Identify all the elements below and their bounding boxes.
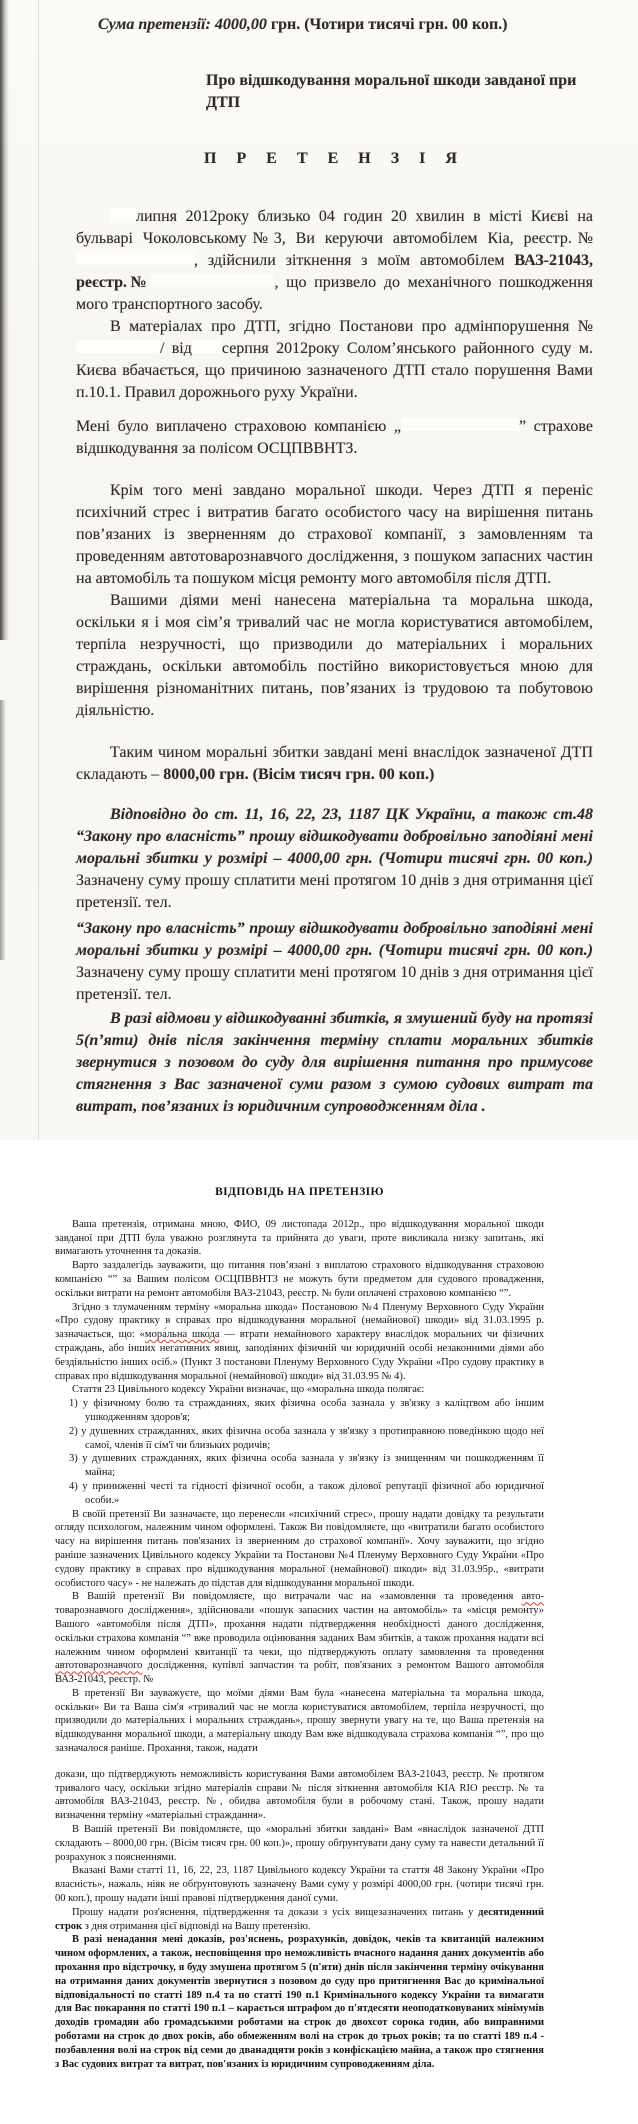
- text-run: 1) у фізичному болю та стражданнях, яких фізична особа зазнала у зв'язку з каліцтвом або іншим ушкодженням здоров'я;: [69, 1398, 544, 1423]
- text-run: В Вашій претензії Ви повідомляєте, що «моральні збитки завдані» Вам «внаслідок зазначеної ДТП складають – 8000,00 грн. (Вісім тисяч грн. 00 коп.)», прошу обґрунтувати дану суму та навести детальний її розрахунок з поясненнями.: [55, 1824, 544, 1863]
- text-run: , здійснили зіткнення з моїм автомобілем: [194, 252, 515, 269]
- response-paragraph-material-moral: [55, 1687, 544, 1756]
- response-body: [55, 1218, 544, 2072]
- text-run: Зазначену суму прошу сплатити мені протягом 10 днів з дня отримання цієї претензії. тел.: [76, 872, 593, 911]
- text-run: В разі відмови у відшкодуванні збитків, я змушений буду на протязі 5(п’яти) днів після закінчення терміну сплати моральних збитків звернутися з позовом до суду для вирішення питання про примусове стягнення з Вас зазначеної суми разом з сумою судових витрат та витрат, пов’язаних із юридичним супроводженням діла .: [76, 1010, 593, 1115]
- response-paragraph-stress-proof: [55, 1508, 544, 1591]
- text-run: В своїй претензії Ви зазначаєте, що перенесли «психічний стрес», прошу надати довідку та результати огляду психологом, належним чином оформлені. Також Ви повідомляєте, що «витратили багато особистого часу на вирішення питань пов'язаних із зверненням до страхової компанії». Хочу зауважити, що згідно раніше зазначених Цивільного кодексу України та Постанови №4 Пленуму Верховного Суду України «Про судову практику в справах про відшкодування моральної (немайнової) шкоди» від 31.03.95р., «витрати особистого часу» - не належать до підстав для відшкодування моральної шкоди.: [55, 1508, 544, 1589]
- text-run: 2) у душевних стражданнях, яких фізична особа зазнала у зв'язку з протиправною поведінкою щодо неї самої, членів її сім'ї чи близьких родичів;: [69, 1425, 544, 1451]
- text-run: докази, що підтверджують неможливість користування Вами автомобілем ВАЗ-21043, реєстр. № протягом тривалого часу, оскільки згідно матеріалів справи № після зіткнення автомобіля KIA RIO реєстр. № та автомобіля ВАЗ-21043, реєстр. №, обидва автомобіля були в робочому стані. Також, прошу надати визначення терміну «матеріальні страждання».: [55, 1768, 544, 1822]
- response-paragraph-ten-day-term: [55, 1906, 544, 1934]
- text-run: ” страхове відшкодування за полісом ОСЦПВВНТЗ.: [76, 418, 593, 457]
- claim-paragraph-accident: [76, 206, 593, 316]
- redacted-blank: [76, 252, 194, 265]
- redacted-blank: [150, 274, 274, 287]
- text-run: липня 2012року близько 04 годин 20 хвилин в місті Києві на бульварі Чоколовському№3, Ви керуючи автомобілем Кіа, реєстр.№: [76, 208, 593, 247]
- response-paragraph-received: [55, 1218, 544, 1259]
- text-run: Мені було виплачено страховою компанією „: [76, 418, 402, 435]
- response-paragraph-moral-damage-definition: [55, 1301, 544, 1384]
- redacted-blank: [192, 340, 222, 353]
- text-run: 4000,00: [214, 16, 267, 33]
- scan-left-edge-lower: [0, 700, 6, 960]
- text-run: , що призвело до механічного пошкодження мого транспортного засобу.: [76, 274, 594, 313]
- response-paragraph-research-receipts: [55, 1590, 544, 1687]
- claim-paragraph-moral-damage: [76, 480, 593, 590]
- text-run: В матеріалах про ДТП, згідно Постанови про адмінпорушення №: [110, 318, 593, 335]
- text-run: товарознавчого дослідження», здійснювали «пошук запасних частин на автомобіль» та «місця ремонту» Вашого «автомобіля після ДТП», прохання надати підтвердження необхідності даного дослідження, оскільки страхова компанія “” вже проводила оцінювання заданих Вам збитків, а також прохання надати всі належним чином оформлені квитанції та чеки, що підтверджують оплату замовлення та проведення: [55, 1605, 544, 1658]
- response-section: [0, 1140, 638, 2124]
- text-run: / від: [160, 340, 192, 357]
- text-run: десятиденний строк: [55, 1906, 544, 1932]
- text-run: 8000,00 грн. (Вісім тисяч грн. 00 коп.): [163, 766, 435, 783]
- text-run: грн. (Чотири тисячі грн. 00 коп.): [266, 16, 508, 33]
- text-run: Варто заздалегідь зауважити, що питання пов’язані з виплатою страхового відшкодування страховою компанією “” за Вашим полісом ОСЦПВВНТЗ не можуть бути предметом для судового провадження, оскільки витрати на ремонт автомобіля ВАЗ-21043, реєстр. № були оплачені страховою компанією “”.: [55, 1260, 544, 1299]
- response-paragraph-justify-8000: [55, 1823, 544, 1864]
- text-run: Прошу надати роз'яснення, підтвердження та докази з усіх вищезазначених питань у: [72, 1906, 479, 1918]
- redacted-blank: [110, 208, 136, 221]
- text-run: мора́льна шко́да: [144, 1329, 220, 1341]
- response-paragraph-criminal-warning: [55, 1933, 544, 2071]
- text-run: автотоварознавчого: [55, 1660, 143, 1672]
- scan-fold-line: [38, 0, 39, 1140]
- claim-paragraph-family-harm: [76, 590, 593, 722]
- text-run: В Вашій претензії Ви повідомляєте, що витрачали час на «замовлення та проведення: [72, 1591, 522, 1603]
- text-run: з дня отримання цієї відповіді на Вашу претензію.: [82, 1920, 311, 1932]
- claim-paragraph-insurance: [76, 416, 593, 460]
- text-run: серпня 2012року Солом’янського районного суду м. Києва вбачається, що причиною зазначеного ДТП стало порушення Вами п.10.1. Правил дорожнього руху України.: [76, 340, 593, 401]
- claim-paragraph-property-law: [76, 918, 593, 1006]
- text-run: Сума претензії:: [98, 16, 211, 33]
- claim-head: [76, 14, 593, 114]
- text-run: дослідження, купівлі запчастин та робіт, пов'язаних з ремонтом Вашого автомобіля ВАЗ-21043, реєстр. №: [55, 1660, 544, 1686]
- response-list-item-2: [55, 1425, 544, 1453]
- text-run: Вашими діями мені нанесена матеріальна та моральна шкода, оскільки я і моя сім’я тривалий час не могла користуватися автомобілем, терпіла незручності, що призводили до матеріальних і моральних страждань, оскільки автомобіль постійно використовується мною для вирішення різноманітних питань, пов’язаних із трудовою та побутовою діяльністю.: [76, 592, 593, 719]
- text-run: “Закону про власність” прошу відшкодувати добровільно заподіяні мені моральні збитки у розмірі – 4000,00 грн. (Чотири тисячі грн. 00 коп.): [76, 920, 593, 959]
- text-run: ВАЗ-21043, реєстр.№: [76, 252, 593, 291]
- redacted-blank: [76, 340, 160, 353]
- text-run: Зазначену суму прошу сплатити мені протягом 10 днів з дня отримання цієї претензії. тел.: [76, 964, 593, 1003]
- redacted-blank: [401, 418, 519, 431]
- text-run: Ваша претензія, отримана мною, ФИО, 09 листопада 2012р., про відшкодування моральної шкоди завданої при ДТП була уважно розглянута та прийнята до уваги, проте викликала низку запитань, які вимагають уточнення та доказів.: [55, 1218, 544, 1258]
- claim-paragraph-refusal-warning: [76, 1008, 593, 1118]
- response-title: ВІДПОВІДЬ НА ПРЕТЕНЗІЮ: [215, 1186, 384, 1198]
- text-run: 3) у душевних стражданнях, яких фізична особа зазнала у зв'язку із знищенням чи пошкодженням її майна;: [69, 1453, 544, 1479]
- claim-paragraph-legal-basis: [76, 804, 593, 914]
- text-run: В разі ненадання мені доказів, роз'яснень, розрахунків, довідок, чеків та квитанцій належним чином оформлених, а також, несповіщення про неможливість вчасного надання даних документів або прохання про відстрочку, я буду змушена протягом 5 (п'яти) днів після закінчення терміну очікування на отримання даних документів звернутися з позовом до суду про притягнення Вас до кримінальної відповідальності по статті 189 п.4 та по статті 190 п.1 Кримінального кодексу України та вимагати для Вас покарання по статті 190 п.1 – карається штрафом до п'ятдесяти неоподатковуваних мінімумів доходів громадян або громадськими роботами на строк до двохсот сорока годин, або виправними роботами на строк до двох років, або обмеженням волі на строк до трьох років; та по статті 189 п.4 - позбавлення волі на строк від семи до дванадцяти років з конфіскацією майна, а також про стягнення з Вас судових витрат та витрат, пов'язаних із юридичним супроводженням діла.: [55, 1934, 544, 2070]
- response-list-item-4: [55, 1480, 544, 1508]
- text-run: Крім того мені завдано моральної шкоди. Через ДТП я переніс психічний стрес і витратив багато особистого часу на вирішення питань пов’язаних із зверненням до страхової компанії, з замовленням та проведенням автотоварознавчого дослідження, з пошуком запасних частин на автомобіль та пошуком місця ремонту мого автомобіля після ДТП.: [76, 482, 593, 587]
- text-run: Стаття 23 Цивільного кодексу України визначає, що «моральна шкода полягає:: [72, 1384, 425, 1396]
- response-list-item-1: [55, 1397, 544, 1425]
- text-run: Про відшкодування моральної шкоди завданої при ДТП: [206, 72, 577, 111]
- text-run: В претензії Ви зауважуєте, що моїми діями Вам була «нанесена матеріальна та моральна шкода, оскільки» Ви та Ваша сім'я «тривалий час не могла користуватися автомобілем, терпіла незручності, що призводили до матеріальних і моральних страждань», прошу звернути увагу на те, що Ваша претензія на відшкодування моральної шкоди, а матеріальну шкоду Вам вже відшкодувала страхова компанія “”, про що зазначалося раніше. Прохання, також, надати: [55, 1687, 544, 1755]
- text-run: авто-: [521, 1591, 544, 1603]
- claim-body: [76, 206, 593, 1140]
- text-run: Вказані Вами статті 11, 16, 22, 23, 1187 Цивільного кодексу України та стаття 48 Закону України «Про власність», нажаль, ніяк не обґрунтовують зазначену Вами суму у розмірі 4000,00 грн. (чотири тисячі грн. 00 коп.), прошу надати інші правові підтвердження даної суми.: [55, 1865, 544, 1905]
- claim-title: П Р Е Т Е Н З І Я: [204, 150, 465, 167]
- response-paragraph-insurance-note: [55, 1259, 544, 1300]
- text-run: Таким чином моральні збитки завдані мені внаслідок зазначеної ДТП складають –: [76, 744, 593, 783]
- claim-subject-line: [206, 70, 593, 114]
- response-paragraph-usage-proof: [55, 1768, 544, 1823]
- text-run: Згідно з тлумаченням терміну «моральна шкода» Постановою №4 Пленуму Верховного Суду України «Про судову практику в справах про відшкодування моральної (немайнової) шкоди» від 31.03.1995 р. зазначається, що: «: [55, 1301, 544, 1341]
- text-run: Відповідно до ст. 11, 16, 22, 23, 1187 ЦК України, а також ст.48 “Закону про власність” прошу відшкодувати добровільно заподіяні мені моральні збитки у розмірі – 4000,00 грн. (Чотири тисячі грн. 00 коп.): [76, 806, 593, 867]
- claim-paragraph-total-8000: [76, 742, 593, 786]
- claim-sum-line: [98, 14, 593, 36]
- response-paragraph-articles-not-justify: [55, 1864, 544, 1905]
- scan-left-edge: [0, 0, 9, 640]
- claim-paragraph-resolution: [76, 316, 593, 404]
- response-list-item-3: [55, 1452, 544, 1480]
- text-run: — втрати немайнового характеру внаслідок моральних чи фізичних страждань, або інших негативних явищ, заподіяних фізичній чи юридичній особі незаконними діями або бездіяльністю інших осіб.» (Пункт 3 постанови Пленуму Верховного Суду України «Про судову практику в справах про відшкодування моральної (немайнової) шкоди» від 31.03.95 № 4).: [55, 1329, 544, 1382]
- response-paragraph-article23-intro: [55, 1383, 544, 1397]
- text-run: 4) у приниженні честі та гідності фізичної особи, а також ділової репутації фізичної або юридичної особи.»: [69, 1480, 544, 1506]
